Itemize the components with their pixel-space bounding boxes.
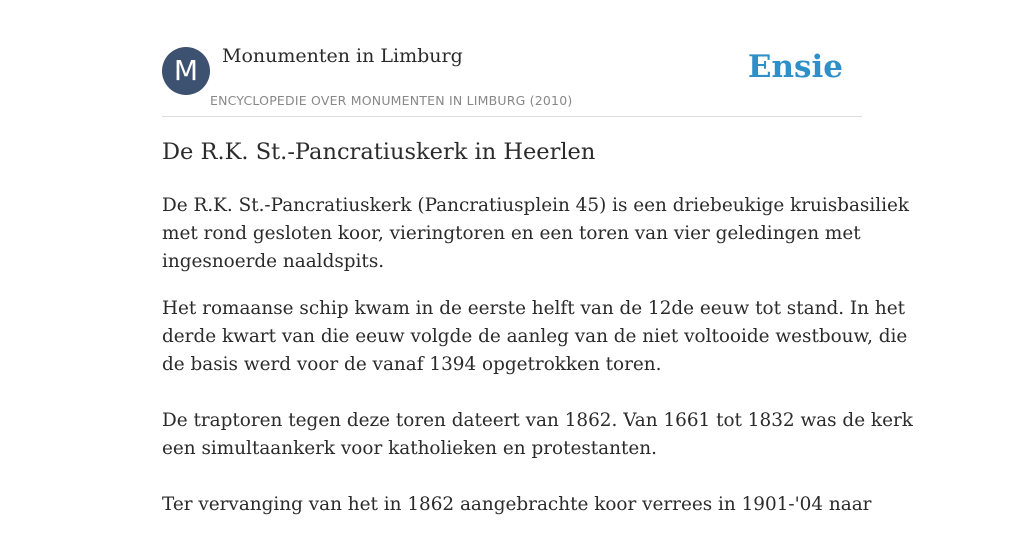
text-line: Ter vervanging van het in 1862 aangebrachte koor verrees in 1901-'04 naar <box>162 494 872 515</box>
site-subtitle: ENCYCLOPEDIE OVER MONUMENTEN IN LIMBURG (2010) <box>210 93 573 108</box>
text-line: met rond gesloten koor, vieringtoren en een toren van vier geledingen met <box>162 223 861 244</box>
brand-logo[interactable]: Ensie <box>747 49 843 85</box>
site-header <box>162 0 862 117</box>
text-line: ingesnoerde naaldspits. <box>162 251 385 272</box>
paragraph <box>162 192 910 276</box>
text-line: de basis werd voor de vanaf 1394 opgetrokken toren. <box>162 354 662 375</box>
text-line: De traptoren tegen deze toren dateert van 1862. Van 1661 tot 1832 was de kerk <box>162 410 913 431</box>
text-line: Het romaanse schip kwam in de eerste helft van de 12de eeuw tot stand. In het <box>162 298 905 319</box>
avatar[interactable]: M <box>162 47 210 95</box>
text-line: derde kwart van die eeuw volgde de aanleg van de niet voltooide westbouw, die <box>162 326 908 347</box>
line-break <box>162 463 862 491</box>
article-body <box>162 192 913 538</box>
text-line: De R.K. St.-Pancratiuskerk (Pancratiusplein 45) is een driebeukige kruisbasiliek <box>162 195 910 216</box>
line-break <box>162 379 862 407</box>
page <box>162 0 913 515</box>
site-title[interactable]: Monumenten in Limburg <box>222 45 463 67</box>
paragraph <box>162 295 913 519</box>
article-title: De R.K. St.-Pancratiuskerk in Heerlen <box>162 139 596 165</box>
text-line: een simultaankerk voor katholieken en protestanten. <box>162 438 657 459</box>
